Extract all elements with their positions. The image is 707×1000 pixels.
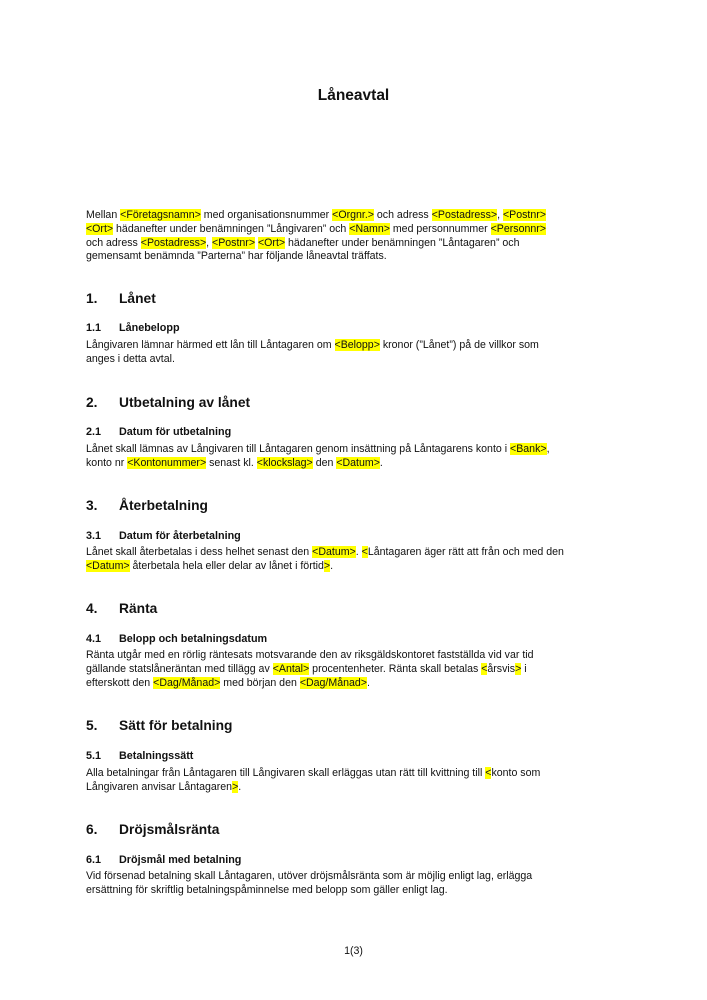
placeholder-field: <Dag/Månad> [153, 676, 221, 689]
placeholder-field: <Bank> [510, 443, 547, 455]
subsection-number: 4.1 [86, 633, 102, 645]
subsection-number: 5.1 [86, 750, 102, 762]
text-run: , [206, 236, 213, 249]
text-run: med organisationsnummer [200, 209, 333, 221]
subsection-heading [86, 426, 231, 438]
text-run: Alla betalningar från Låntagaren till Långivaren skall erläggas utan rätt till kvittning till [86, 767, 486, 779]
text-run: den [312, 456, 337, 469]
text-run: anges i detta avtal. [86, 352, 175, 365]
section-body [86, 443, 616, 471]
text-run: ersättning för skriftlig betalningspåminnelse med belopp som gäller enligt lag. [86, 883, 448, 896]
text-line [86, 870, 616, 884]
placeholder-field: <klockslag> [256, 456, 313, 469]
text-run: , [546, 443, 550, 455]
text-line [86, 663, 616, 677]
text-run: efterskott den [86, 676, 154, 689]
section-title: Ränta [119, 601, 158, 616]
text-run: årsvis [487, 662, 516, 675]
text-run: . [366, 676, 370, 689]
subsection-title: Dröjsmål med betalning [119, 854, 242, 866]
subsection-heading [86, 322, 180, 334]
text-run: Ränta utgår med en rörlig räntesats motsvarande den av riksgäldskontoret fastställda vid var tid [86, 649, 534, 661]
section-number: 1. [86, 291, 98, 306]
text-line [86, 237, 616, 251]
subsection-title: Belopp och betalningsdatum [119, 633, 268, 645]
placeholder-field: > [323, 559, 331, 572]
subsection-heading [86, 854, 241, 866]
text-run: procentenheter. Ränta skall betalas [309, 662, 482, 675]
section-body [86, 649, 616, 690]
placeholder-field: <Datum> [336, 456, 380, 469]
section-heading [86, 601, 157, 616]
subsection-number: 3.1 [86, 530, 102, 542]
section-body [86, 767, 616, 795]
placeholder-field: <Antal> [272, 662, 310, 675]
text-line [86, 353, 616, 367]
placeholder-field: < [485, 767, 492, 779]
subsection-heading [86, 750, 193, 762]
section-title: Återbetalning [119, 498, 208, 513]
text-line [86, 209, 616, 223]
section-heading [86, 822, 219, 837]
placeholder-field: <Företagsnamn> [120, 209, 201, 221]
placeholder-field: > [232, 780, 239, 793]
text-run: kronor (”Lånet”) på de villkor som [379, 339, 539, 351]
text-run: återbetala hela eller delar av lånet i förtid [129, 559, 324, 572]
text-line [86, 767, 616, 781]
section-number: 5. [86, 718, 98, 733]
placeholder-field: <Dag/Månad> [299, 676, 367, 689]
placeholder-field: <Orgnr.> [332, 209, 374, 221]
text-run: . [355, 546, 362, 558]
placeholder-field: <Ort> [86, 222, 114, 235]
placeholder-field: <Namn> [349, 222, 390, 235]
subsection-title: Datum för återbetalning [119, 530, 241, 542]
section-heading [86, 498, 208, 513]
text-line [86, 546, 616, 560]
section-title: Sätt för betalning [119, 718, 233, 733]
placeholder-field: <Kontonummer> [127, 456, 207, 469]
section-title: Lånet [119, 291, 156, 306]
text-run: konto nr [86, 456, 128, 469]
placeholder-field: <Datum> [86, 559, 130, 572]
placeholder-field: < [361, 546, 368, 558]
placeholder-field: <Postnr> [212, 236, 256, 249]
placeholder-field: <Personnr> [490, 222, 546, 235]
text-run: hädanefter under benämningen ”Låntagaren” och [285, 236, 520, 249]
text-run: med början den [220, 676, 300, 689]
intro-paragraph [86, 209, 616, 264]
placeholder-field: <Postadress> [431, 209, 498, 221]
text-run: Långivaren anvisar Låntagaren [86, 780, 233, 793]
text-line [86, 677, 616, 691]
text-run: , [497, 209, 503, 221]
text-run: konto som [491, 767, 541, 779]
section-heading [86, 395, 250, 410]
section-title: Utbetalning av lånet [119, 395, 251, 410]
subsection-number: 2.1 [86, 426, 102, 438]
text-run: med personnummer [389, 222, 491, 235]
text-run: Lånet skall lämnas av Långivaren till Låntagaren genom insättning på Låntagarens konto i [86, 443, 511, 455]
section-body [86, 546, 616, 574]
text-run: gemensamt benämnda ”Parterna” har följande låneavtal träffats. [86, 250, 387, 263]
text-run: Låntagaren äger rätt att från och med den [367, 546, 564, 558]
text-run: Mellan [86, 209, 121, 221]
subsection-number: 6.1 [86, 854, 102, 866]
section-title: Dröjsmålsränta [119, 822, 220, 837]
subsection-title: Betalningssätt [119, 750, 194, 762]
text-line [86, 223, 616, 237]
page-number: 1(3) [344, 945, 363, 957]
text-line [86, 457, 616, 471]
text-line [86, 339, 616, 353]
placeholder-field: <Postadress> [140, 236, 207, 249]
subsection-heading [86, 633, 267, 645]
document-title: Låneavtal [317, 87, 390, 104]
placeholder-field: > [515, 662, 522, 675]
section-body [86, 870, 616, 898]
subsection-title: Lånebelopp [119, 322, 180, 334]
placeholder-field: <Datum> [312, 546, 356, 558]
placeholder-field: <Belopp> [334, 339, 380, 351]
text-run: Lånet skall återbetalas i dess helhet senast den [86, 546, 313, 558]
subsection-number: 1.1 [86, 322, 102, 334]
text-run: Vid försenad betalning skall Låntagaren, utöver dröjsmålsränta som är möjlig enligt lag, erlägga [86, 870, 533, 882]
section-number: 6. [86, 822, 98, 837]
text-line [86, 250, 616, 264]
text-run: och adress [86, 236, 141, 249]
text-line [86, 884, 616, 898]
placeholder-field: <Postnr> [502, 209, 546, 221]
text-run: hädanefter under benämningen ”Långivaren” och [113, 222, 350, 235]
text-run: senast kl. [206, 456, 257, 469]
text-run: i [521, 662, 527, 675]
section-heading [86, 718, 232, 733]
text-run: . [330, 559, 334, 572]
section-heading [86, 291, 156, 306]
text-run: . [238, 780, 242, 793]
text-run: gällande statslåneräntan med tillägg av [86, 662, 273, 675]
section-number: 3. [86, 498, 98, 513]
text-line [86, 443, 616, 457]
subsection-title: Datum för utbetalning [119, 426, 232, 438]
section-number: 4. [86, 601, 98, 616]
text-line [86, 560, 616, 574]
placeholder-field: < [481, 662, 488, 675]
section-body [86, 339, 616, 367]
text-line [86, 649, 616, 663]
text-run: . [379, 456, 383, 469]
text-run: och adress [373, 209, 432, 221]
placeholder-field: <Ort> [257, 236, 286, 249]
text-line [86, 781, 616, 795]
subsection-heading [86, 530, 241, 542]
section-number: 2. [86, 395, 98, 410]
text-run: Långivaren lämnar härmed ett lån till Låntagaren om [86, 339, 335, 351]
